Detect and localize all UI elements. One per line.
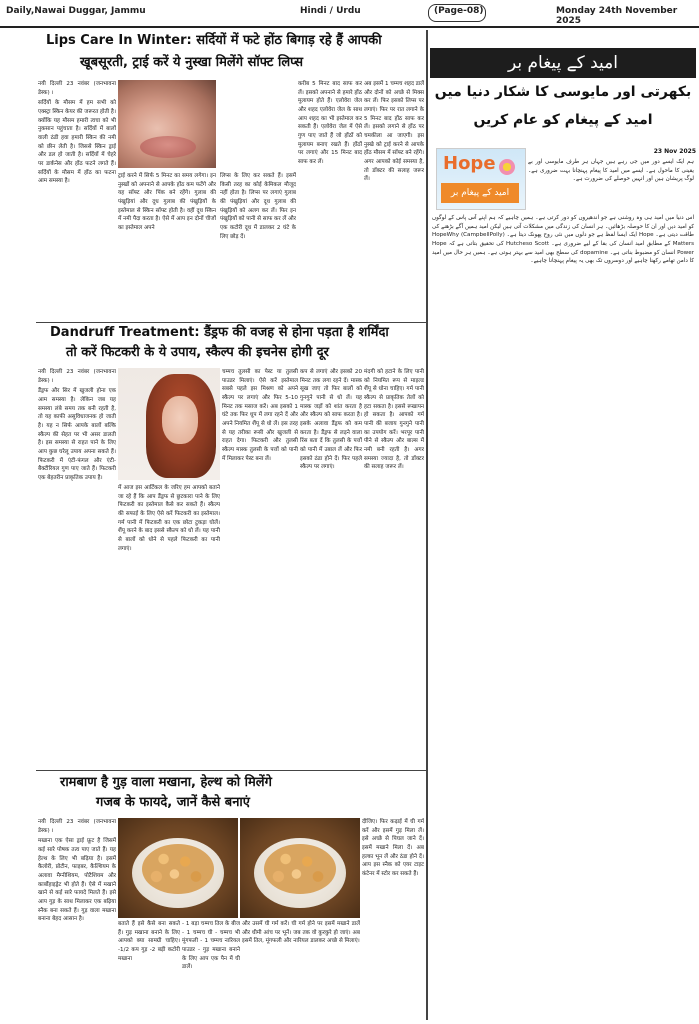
story3-column-4: और उसमें घी गर्म करें। घी गर्म होने पर इसमें मखाने डालें और धीमी आंच पर भूनें। जब तक वो कुरकुरे हो जाएं। अब इसमें तिल, मूंगफली और नारियल डालकर अच्छे से मिलाएं। xyxy=(242,921,360,945)
story1-text-1: सर्दियों के मौसम में हम सभी को एक्स्ट्रा स्किन केयर की जरूरत होती है। क्योंकि यह मौसम हमारी त्वचा को भी नुकसान पहुंचाता है। सर्दियों में बालों वाली ठंडी हवा हमारी स्किन की नमी को छीन लेती है। जिससे स्किन ड्राई और डल हो जाती है। सर्दियों में चेहरे पर डार्कनेस और होंठ फटने लगते हैं। सर्दियों के मौसम में होंठ का फटना आम समस्या है। xyxy=(38,100,116,185)
issue-date: Monday 24th November 2025 xyxy=(556,6,678,26)
lips-shape xyxy=(140,136,196,158)
story2-headline-hi-1: डैंड्रफ की वजह से होना पड़ता है शर्मिंदा xyxy=(204,325,389,340)
urdu-headline-1: بکھرتی اور مایوسی کا شکار دنیا میں xyxy=(434,84,692,100)
story1-bottom-rule xyxy=(36,322,426,323)
urdu-headline-2: امید کے پیغام کو عام کریں xyxy=(473,112,653,128)
story2-column-2: में आज इस आर्टिकल के जरिए हम आपको बताने जा रहे हैं कि आप डैंड्रफ से छुटकारा पाने के लिए फिटकरी का इस्तेमाल कैसे कर सकते हैं। स्कैल्प की सफाई के लिए ऐसे करें फिटकरी का इस्तेमाल। गर्म पानी में फिटकरी का एक छोटा टुकड़ा घोलें। शैंपू करने के बाद इससे स्कैल्प को धो लें। यह पानी से बालों को धोने से पहले फिटकरी का पानी लगाएं। xyxy=(118,485,220,552)
story1-column-1 xyxy=(38,80,116,320)
page-number: (Page-08) xyxy=(434,6,484,16)
makhana-photo-right xyxy=(240,818,360,918)
story3-column-3: - 1 बड़ा चम्मच तिल के बीज - 1 चम्मच घी - चम्मच भी मूंगफली - 1 चम्मच नारियल पाउडर - गुड़ मखाना बनाने के लिए आप एक पैन में घी डालें। xyxy=(182,921,240,971)
story1-dateline: नयी दिल्ली 23 नवंबर (जनभावना डेस्क) । xyxy=(38,81,116,96)
story3-dateline: नयी दिल्ली 23 नवंबर (जनभावना डेस्क) । xyxy=(38,819,116,834)
story1-column-2: ट्राई करने में सिर्फ 5 मिनट का समय लगेगा। इन नुस्खों को अपनाने से आपके होंठ कम फटेंगे और यह सॉफ्ट और पिंक बने रहेंगे। गुलाब की पंखुड़ियां और दूध गुलाब की पंखुड़ियों के इस्तेमाल से स्किन सॉफ्ट होती है। वहीं दूध स्किन में नमी पैदा करता है। ऐसे में आप इन दोनों चीजों का इस्तेमाल अपने xyxy=(118,173,216,231)
story3-column-2: बताते हैं इसे कैसे बना सकते हैं। गुड़ मखाना बनाने के लिए आपको क्या सामग्री चाहिए। -1/2 कप गुड़ -2 बड़ी कटोरी मखाना xyxy=(118,921,180,962)
story2-column-1 xyxy=(38,368,116,768)
masthead xyxy=(0,0,699,28)
story1-headline-hi-1: सर्दियों में फटे होंठ बिगाड़ रहे हैं आपकी xyxy=(196,33,382,48)
story2-bottom-rule xyxy=(36,770,426,771)
story3-column-5: दीजिए। फिर कढ़ाई में घी गर्म करें और इसमें गुड़ मिला लें। इसे अच्छे से पिघल जाने दें। इसमें मखाने मिला दें। अब हल्का भून लें और ठंडा होने दें। आप इस स्नैक को एयर टाइट कंटेनर में स्टोर कर सकते हैं। xyxy=(362,819,424,877)
story3-column-1 xyxy=(38,818,116,1020)
newspaper-name: Daily,Nawai Duggar, Jammu xyxy=(6,6,146,16)
story2-dateline: नयी दिल्ली 23 नवंबर (जनभावना डेस्क) । xyxy=(38,369,116,384)
urdu-date: 23 Nov 2025 xyxy=(653,148,696,155)
story1-headline-en: Lips Care In Winter: xyxy=(46,33,192,48)
page-number-box xyxy=(428,4,486,22)
face-shape xyxy=(162,396,198,444)
story3-headline-line2: गजब के फायदे, जानें कैसे बनाएं xyxy=(96,795,250,810)
language-label: Hindi / Urdu xyxy=(300,6,361,16)
makhana-shape xyxy=(264,844,336,894)
urdu-banner: امید کے پیغام بر xyxy=(430,48,696,78)
flower-icon xyxy=(499,159,515,175)
story2-headline xyxy=(50,326,426,341)
section-divider xyxy=(426,30,428,1020)
urdu-column-top: ہم ایک ایسے دور میں جی رہے ہیں جہاں ہر طرف مایوسی اور بے یقینی کا ماحول ہے۔ ایسے میں امید کا پیغام پہنچانا بہت ضروری ہے۔ لوگ پریشان ہیں اور انہیں حوصلے کی ضرورت ہے۔ xyxy=(528,159,694,183)
story2-text-1: डैंड्रफ और सिर में खुजली होना एक आम समस्या है। लेकिन जब यह समस्या लंबे समय तक बनी रहती है, तो यह काफी असुविधाजनक हो जाती है। यह न सिर्फ आपके बालों बल्कि स्कैल्प की सेहत पर भी असर डालती है। इस समस्या से राहत पाने के लिए आप कुछ घरेलू उपाय अपना सकते हैं। फिटकरी में एंटी-फंगल और एंटी-बैक्टीरियल गुण पाए जाते हैं। फिटकरी एक बेहतरीन प्राकृतिक उपाय है। xyxy=(38,388,116,481)
makhana-shape xyxy=(142,844,214,894)
story1-headline xyxy=(46,34,426,49)
story2-column-5: मंदगी को हटाने के लिए पानी को नियमित रूप से माइल्ड शैंपू से धोना चाहिए। गर्म पानी स्कैल्प से प्राकृतिक तेलों को हटा सकता है। इससे रूखापन हो सकता है। आपको गर्म पानी की बजाय गुनगुने पानी का उपयोग करें। भरपूर पानी पीने से स्कैल्प और बाल्स में नमी बनी रहती है। अगर समस्या ज्यादा है, तो डॉक्टर की सलाह जरूर लें। xyxy=(364,369,424,471)
makhana-photo-left xyxy=(118,818,238,918)
story3-text-1: मखाना एक ऐसा ड्राई फ्रूट है जिसमें कई सारे पोषक तत्व पाए जाते हैं। यह हेल्थ के लिए भी बढ़िया है। इसमें कैलोरी, प्रोटीन, फाइबर, कैल्शियम के अलावा मैग्नीशियम, पोटैशियम और कार्बोहाइड्रेट भी होते हैं। ऐसे में मखाने खाने से कई सारे फायदे मिलते हैं। इसे आप गुड़ के साथ मिलाकर एक बढ़िया स्नैक बना सकते हैं। गुड़ वाला मखाना बनाना बेहद आसान है। xyxy=(38,838,116,923)
story2-column-3: चम्मच तुलसी का पेस्ट या तुलसी पाउडर मिलाएं। ऐसे करें इस्तेमाल सबसे पहले इस मिश्रण को अपने स्कैल्प पर लगाएं और फिर 5-10 मिनट तक मसाज करें। अब इसको 1 घंटे तक फिर धूप में लगा रहने दें और अपने नियमित शैंपू से धो लें। इस तरह से यह तरीका रूसी और खुजली से राहत देगा। फिटकरी और तुलसी स्कैल्प मास्क तुलसी के पत्तों को पानी में मिलाकर पेस्ट बना लें। xyxy=(222,369,298,462)
story1-column-4: करीब 5 मिनट बाद साफ कर लें। इसको अपनाने से हमारे होंठ मुलायम होते हैं। एलोवेरा जेल और शहद एलोवेरा जेल के साथ आप शहद का भी इस्तेमाल कर सकती हैं। एलोवेरा जेल में ऐसे गुण पाए जाते हैं जो होंठों को मुलायम बनाए रखते हैं। होंठों पर लगाएं और 15 मिनट बाद साफ कर लें। xyxy=(298,81,362,165)
lips-photo xyxy=(118,80,216,168)
story3-headline-line1: रामबाण है गुड़ वाला मखाना, हेल्थ को मिलेंगे xyxy=(60,775,272,790)
hope-image-caption: امید کے پیغام بر xyxy=(441,183,519,203)
urdu-column-main: اس دنیا میں امید ہی وہ روشنی ہے جو اندھیروں کو دور کرتی ہے۔ ہمیں چاہیے کہ ہم اپنے آس پاس کے لوگوں کو امید دیں اور ان کا حوصلہ بڑھائیں۔ ہر انسان کی زندگی میں مشکلات آتی ہیں لیکن امید ہمیں آگے بڑھنے کی طاقت دیتی ہے۔ Hope ایک ایسا لفظ ہے جو دلوں میں نئی روح پھونک دیتا ہے۔ HopeWhy (CampbellPolly) Matters کے مطابق امید انسان کی بقا کے لیے ضروری ہے۔ Hutcheso Scott کی تحقیق بتاتی ہے کہ Hope Power انسان کو مضبوط بناتی ہے۔ dopamine کی سطح بھی امید سے بہتر ہوتی ہے۔ ہمیں ہر حال میں امید کا دامن تھامے رکھنا چاہیے اور دوسروں تک بھی یہ پیغام پہنچانا چاہیے۔ xyxy=(432,215,694,265)
story2-headline-line2: तो करें फिटकरी के ये उपाय, स्कैल्प की इचनेस होगी दूर xyxy=(66,345,329,360)
story2-headline-en: Dandruff Treatment: xyxy=(50,325,200,340)
story2-column-4: कप से लगाएं और इसको 20 मिनट तक लगा रहने दें। मास्क सूख जाए तो फिर बालों को गुनगुने पानी से धो लें। यह मास्क जड़ों को शांत करता है और स्कैल्प को साफ करता है। इसके अलावा डैंड्रफ को कम करता है। डैंड्रफ से लड़ने वाला रिंस बता दें कि तुलसी के पत्तों को पानी में उबाल लें और फिर इसको ठंडा होने दें। फिर पहले स्कैल्प पर लगाएं। xyxy=(300,369,362,471)
story1-headline-line2: खूबसूरती, ट्राई करें ये नुस्खा मिलेंगे सॉफ्ट लिप्स xyxy=(80,55,304,70)
story1-column-5: अब इसमें 1 चम्मच शहद डालें और दोनों को अच्छे से मिक्स कर लें। फिर इसको लिप्स पर लगाएं। फिर पर रात लगाने के 5 मिनट बाद होंठ साफ कर लें। इसको लगाने से होंठ पर चमकीला आ जाएगी। इस नुस्खे को ट्राई करने से आपके होंठ मौसम में सॉफ्ट बने रहेंगे। अगर आपको कोई समस्या है, तो डॉक्टर की सलाह जरूर लें। xyxy=(364,81,424,183)
dandruff-photo xyxy=(118,368,220,480)
hope-image xyxy=(436,148,526,210)
hope-image-word: Hope xyxy=(443,153,496,174)
story1-column-3: लिप्स के लिए कर सकते हैं। इसमें किसी तरह का कोई केमिकल मौजूद नहीं होता है। लिप्स पर लगाएं गुलाब की पंखुड़ियां और दूध गुलाब की पंखुड़ियों को अलग कर लें। फिर इन पंखुड़ियों को पानी से साफ कर लें और एक कटोरी दूध में डालकर 2 घंटे के लिए छोड़ दें। xyxy=(220,173,296,240)
